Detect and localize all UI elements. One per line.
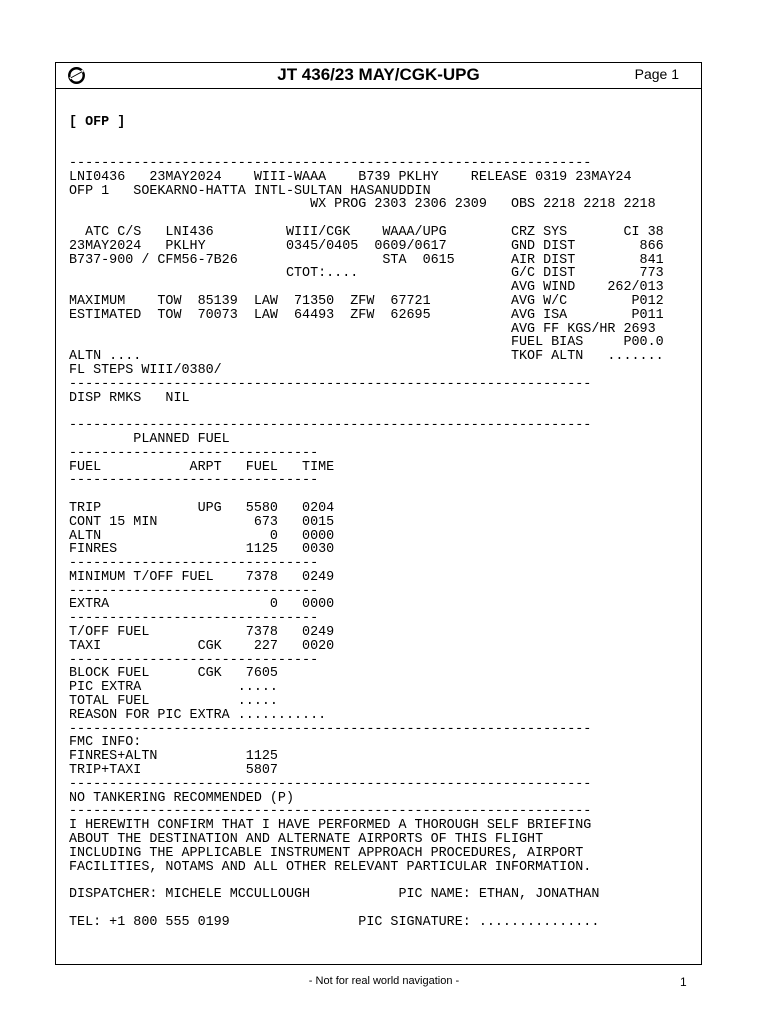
- ofp-line: PIC EXTRA .....: [69, 680, 278, 696]
- ofp-line: -----------------------------------------------------------------: [69, 155, 592, 171]
- ofp-line: FINRES+ALTN 1125: [69, 749, 278, 765]
- ofp-line: FL STEPS WIII/0380/: [69, 362, 222, 378]
- document-header: [56, 63, 701, 89]
- ofp-tag: [ OFP ]: [69, 114, 126, 130]
- ofp-line: -----------------------------------------------------------------: [69, 804, 592, 820]
- ofp-line: NO TANKERING RECOMMENDED (P): [69, 790, 294, 806]
- ofp-line: TRIP UPG 5580 0204: [69, 500, 335, 516]
- ofp-line: -----------------------------------------------------------------: [69, 776, 592, 792]
- ofp-lines: [69, 157, 709, 930]
- ofp-line: -------------------------------: [69, 473, 319, 489]
- ofp-line: CONT 15 MIN 673 0015: [69, 514, 335, 530]
- ofp-line: FINRES 1125 0030: [69, 542, 335, 558]
- ofp-line: MAXIMUM TOW 85139 LAW 71350 ZFW 67721 AVG W/C P012: [69, 293, 664, 309]
- ofp-line: TOTAL FUEL .....: [69, 694, 278, 710]
- ofp-line: TEL: +1 800 555 0199 PIC SIGNATURE: ...............: [69, 914, 600, 930]
- ofp-line: -----------------------------------------------------------------: [69, 721, 592, 737]
- ofp-line: -------------------------------: [69, 556, 319, 572]
- ofp-line: CTOT:.... G/C DIST 773: [69, 266, 664, 282]
- ofp-line: ABOUT THE DESTINATION AND ALTERNATE AIRPORTS OF THIS FLIGHT: [69, 832, 544, 848]
- ofp-line: ALTN .... TKOF ALTN .......: [69, 349, 664, 365]
- ofp-line: ESTIMATED TOW 70073 LAW 64493 ZFW 62695 AVG ISA P011: [69, 307, 664, 323]
- ofp-line: -----------------------------------------------------------------: [69, 418, 592, 434]
- page-label: Page 1: [634, 66, 679, 82]
- ofp-line: ATC C/S LNI436 WIII/CGK WAAA/UPG CRZ SYS CI 38: [69, 224, 664, 240]
- ofp-line: [69, 902, 709, 916]
- ofp-line: MINIMUM T/OFF FUEL 7378 0249: [69, 569, 335, 585]
- ofp-line: FUEL ARPT FUEL TIME: [69, 459, 335, 475]
- ofp-line: BLOCK FUEL CGK 7605: [69, 666, 278, 682]
- ofp-line: -------------------------------: [69, 445, 319, 461]
- ofp-line: DISPATCHER: MICHELE MCCULLOUGH PIC NAME: ETHAN, JONATHAN: [69, 887, 600, 903]
- ofp-line: B737-900 / CFM56-7B26 STA 0615 AIR DIST 841: [69, 252, 664, 268]
- ofp-line: ALTN 0 0000: [69, 528, 335, 544]
- ofp-line: I HEREWITH CONFIRM THAT I HAVE PERFORMED A THOROUGH SELF BRIEFING: [69, 818, 592, 834]
- ofp-line: FMC INFO:: [69, 735, 142, 751]
- page-title: JT 436/23 MAY/CGK-UPG: [277, 65, 480, 84]
- ofp-line: AVG FF KGS/HR 2693: [69, 321, 656, 337]
- ofp-line: FACILITIES, NOTAMS AND ALL OTHER RELEVANT PARTICULAR INFORMATION.: [69, 859, 592, 875]
- ofp-line: EXTRA 0 0000: [69, 597, 335, 613]
- ofp-line: WX PROG 2303 2306 2309 OBS 2218 2218 2218: [69, 197, 656, 213]
- footer-page-number: 1: [680, 975, 687, 989]
- ofp-line: T/OFF FUEL 7378 0249: [69, 625, 335, 641]
- ofp-line: [69, 874, 709, 888]
- ofp-line: -------------------------------: [69, 652, 319, 668]
- footer-notice: - Not for real world navigation -: [308, 975, 460, 987]
- ofp-line: AVG WIND 262/013: [69, 280, 664, 296]
- ofp-line: TRIP+TAXI 5807: [69, 763, 278, 779]
- ofp-line: -------------------------------: [69, 611, 319, 627]
- ofp-line: TAXI CGK 227 0020: [69, 638, 335, 654]
- ofp-line: LNI0436 23MAY2024 WIII-WAAA B739 PKLHY RELEASE 0319 23MAY24: [69, 169, 632, 185]
- ofp-line: PLANNED FUEL: [69, 431, 230, 447]
- ofp-line: [69, 212, 709, 226]
- ofp-line: INCLUDING THE APPLICABLE INSTRUMENT APPROACH PROCEDURES, AIRPORT: [69, 845, 584, 861]
- ofp-line: FUEL BIAS P00.0: [69, 335, 664, 351]
- ofp-line: REASON FOR PIC EXTRA ...........: [69, 707, 327, 723]
- ofp-line: OFP 1 SOEKARNO-HATTA INTL-SULTAN HASANUDDIN: [69, 183, 431, 199]
- ofp-line: -----------------------------------------------------------------: [69, 376, 592, 392]
- ofp-line: [69, 488, 709, 502]
- ofp-line: -------------------------------: [69, 583, 319, 599]
- ofp-line: DISP RMKS NIL: [69, 390, 190, 406]
- ofp-line: [69, 405, 709, 419]
- ofp-line: 23MAY2024 PKLHY 0345/0405 0609/0617 GND DIST 866: [69, 238, 664, 254]
- ofp-body: [69, 88, 709, 948]
